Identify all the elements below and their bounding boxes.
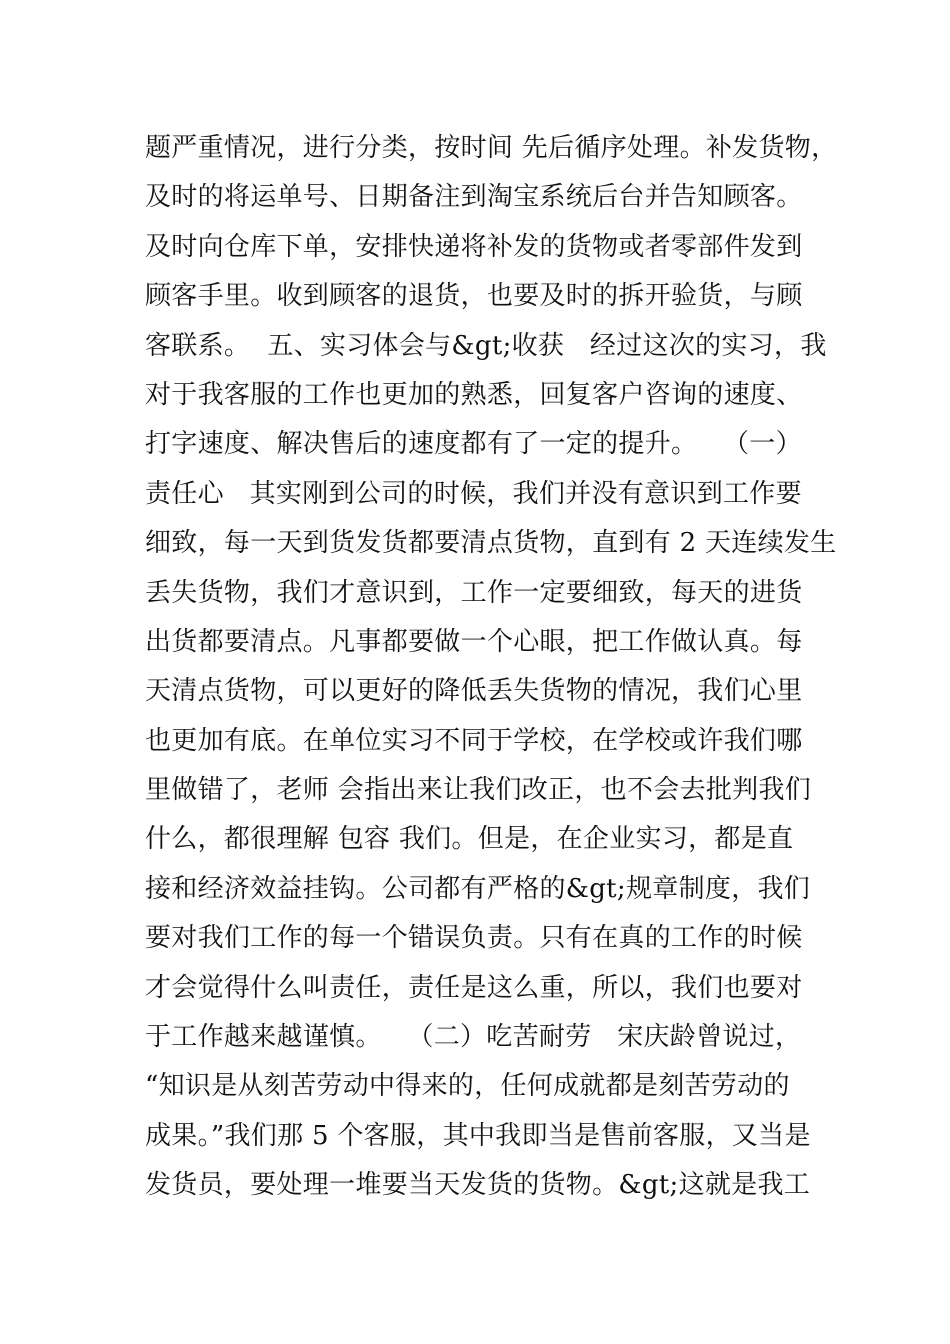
- text-line: “知识是从刻苦劳动中得来的，任何成就都是刻苦劳动的: [145, 1071, 790, 1102]
- text-line: 天清点货物，可以更好的降低丢失货物的情况，我们心里: [145, 676, 803, 707]
- text-line: 细致，每一天到货发货都要清点货物，直到有 2 天连续发生: [145, 528, 837, 559]
- text-line: 对于我客服的工作也更加的熟悉，回复客户咨询的速度、: [145, 379, 803, 410]
- body-text: [145, 124, 838, 1211]
- text-line: 接和经济效益挂钩。公司都有严格的&gt;规章制度，我们: [145, 873, 811, 904]
- text-line: 打字速度、解决售后的速度都有了一定的提升。 （一）: [145, 429, 802, 460]
- text-line: 出货都要清点。凡事都要做一个心眼，把工作做认真。每: [145, 626, 803, 657]
- text-line: 什么，都很理解 包容 我们。但是，在企业实习，都是直: [145, 824, 794, 855]
- text-line: 里做错了，老师 会指出来让我们改正，也不会去批判我们: [145, 775, 812, 806]
- text-line: 要对我们工作的每一个错误负责。只有在真的工作的时候: [145, 923, 803, 954]
- text-line: 才会觉得什么叫责任，责任是这么重，所以，我们也要对: [145, 972, 803, 1003]
- text-line: 成果。”我们那 5 个客服，其中我即当是售前客服，又当是: [145, 1120, 811, 1151]
- text-line: 及时向仓库下单，安排快递将补发的货物或者零部件发到: [145, 231, 803, 262]
- text-line: 题严重情况，进行分类，按时间 先后循序处理。补发货物，: [145, 133, 838, 163]
- text-line: 及时的将运单号、日期备注到淘宝系统后台并告知顾客。: [145, 182, 803, 213]
- text-line: 客联系。 五、实习体会与&gt;收获 经过这次的实习，我: [145, 330, 827, 361]
- text-line: 也更加有底。在单位实习不同于学校，在学校或许我们哪: [145, 725, 803, 756]
- text-line: 丢失货物，我们才意识到，工作一定要细致，每天的进货: [145, 577, 803, 608]
- text-line: 发货员，要处理一堆要当天发货的货物。&gt;这就是我工: [145, 1170, 811, 1201]
- text-line: 于工作越来越谨慎。 （二）吃苦耐劳 宋庆龄曾说过，: [145, 1022, 802, 1053]
- text-line: 顾客手里。收到顾客的退货，也要及时的拆开验货，与顾: [145, 281, 803, 312]
- text-line: 责任心 其实刚到公司的时候，我们并没有意识到工作要: [145, 478, 802, 509]
